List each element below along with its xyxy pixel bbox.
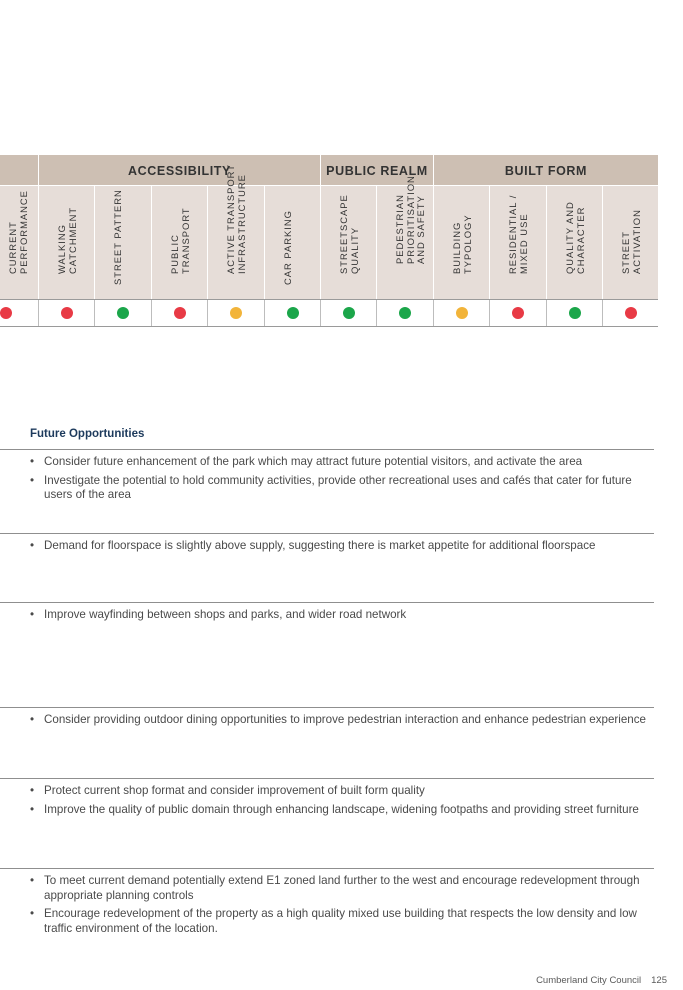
bullet-icon: • (30, 608, 35, 621)
column-header-residential-mixed-use (489, 186, 546, 299)
bullet-icon: • (30, 455, 35, 468)
status-dot (625, 307, 637, 319)
list-item (30, 474, 654, 503)
opportunity-list (30, 784, 654, 821)
opportunity-section (0, 449, 654, 534)
bullet-icon: • (30, 473, 35, 487)
status-dot (512, 307, 524, 319)
column-label: PEDESTRIAN PRIORITISATION AND SAFETY (394, 174, 426, 264)
status-dot (399, 307, 411, 319)
column-header-quality-character (546, 186, 602, 299)
column-header-street-pattern (94, 186, 151, 299)
list-item (30, 803, 654, 818)
rating-cell (320, 300, 376, 326)
bullet-icon: • (30, 874, 35, 887)
list-item-text: Demand for floorspace is slightly above supply, suggesting there is market appetite for additional floorspace (44, 539, 596, 552)
column-header-streetscape-quality (320, 186, 376, 299)
column-label: PUBLIC TRANSPORT (168, 207, 190, 274)
page-footer (536, 975, 667, 986)
column-header-public-transport (151, 186, 207, 299)
column-label: BUILDING TYPOLOGY (450, 214, 472, 274)
opportunity-section (0, 778, 654, 869)
column-header-building-typology (433, 186, 489, 299)
column-header-active-transport (207, 164, 264, 299)
column-label: WALKING CATCHMENT (55, 206, 77, 274)
column-label: CAR PARKING (281, 209, 293, 285)
column-header-street-activation (602, 186, 658, 299)
column-label: STREET ACTIVATION (619, 209, 641, 274)
opportunity-section (0, 868, 654, 949)
column-header-pedestrian-prioritisation (376, 174, 433, 299)
status-dot (343, 307, 355, 319)
list-item (30, 713, 654, 728)
opportunity-list (30, 874, 654, 940)
list-item-text: Improve wayfinding between shops and parks, and wider road network (44, 608, 407, 621)
status-dot (174, 307, 186, 319)
status-dot (0, 307, 12, 319)
opportunity-section (0, 602, 654, 708)
rating-cell (0, 300, 38, 326)
list-item (30, 608, 654, 623)
group-header-built-form: BUILT FORM (433, 155, 658, 185)
rating-cell (489, 300, 546, 326)
rating-cell (207, 300, 264, 326)
group-header-row (0, 155, 658, 186)
council-name: Cumberland City Council (536, 975, 642, 986)
bullet-icon: • (30, 539, 35, 552)
column-label: RESIDENTIAL / MIXED USE (507, 194, 529, 274)
list-item-text: Consider future enhancement of the park which may attract future potential visitors, and activate the area (44, 455, 583, 468)
rating-row (0, 299, 658, 327)
list-item-text: Consider providing outdoor dining opportunities to improve pedestrian interaction and enhance pedestrian experience (44, 713, 646, 726)
column-label: ACTIVE TRANSPORT INFRASTRUCTURE (225, 164, 247, 274)
column-label: STREET PATTERN (112, 188, 123, 285)
list-item (30, 539, 654, 554)
rating-cell (264, 300, 320, 326)
list-item-text: To meet current demand potentially extend E1 zoned land further to the west and encourage redevelopment through appropriate planning controls (44, 874, 640, 902)
list-item-text: Improve the quality of public domain through enhancing landscape, widening footpaths and providing street furniture (44, 802, 639, 816)
list-item-text: Investigate the potential to hold community activities, provide other recreational uses and cafés that cater for future users of the area (44, 473, 632, 501)
rating-cell (546, 300, 602, 326)
page-number: 125 (651, 975, 667, 986)
list-item (30, 784, 654, 799)
bullet-icon: • (30, 784, 35, 797)
status-dot (569, 307, 581, 319)
column-header-current-performance (0, 186, 38, 299)
list-item (30, 455, 654, 470)
bullet-icon: • (30, 802, 35, 816)
status-dot (230, 307, 242, 319)
column-label: STREETSCAPE QUALITY (337, 194, 359, 274)
rating-cell (38, 300, 94, 326)
status-dot (61, 307, 73, 319)
rating-cell (94, 300, 151, 326)
group-header-public-realm: PUBLIC REALM (320, 155, 433, 185)
column-header-walking-catchment (38, 186, 94, 299)
opportunity-list (30, 713, 654, 732)
bullet-icon: • (30, 713, 35, 726)
future-opportunities-title: Future Opportunities (30, 428, 145, 440)
opportunity-list (30, 539, 654, 558)
list-item-text: Protect current shop format and consider improvement of built form quality (44, 784, 425, 797)
bullet-icon: • (30, 907, 35, 920)
rating-cell (433, 300, 489, 326)
rating-cell (376, 300, 433, 326)
list-item (30, 907, 654, 936)
rating-cell (151, 300, 207, 326)
group-header-performance (0, 155, 38, 185)
list-item (30, 874, 654, 903)
opportunity-list (30, 608, 654, 627)
opportunity-list (30, 455, 654, 507)
status-dot (287, 307, 299, 319)
list-item-text: Encourage redevelopment of the property as a high quality mixed use building that respects the low density and low traffic environment of the location. (44, 907, 637, 935)
rating-cell (602, 300, 658, 326)
column-label: QUALITY AND CHARACTER (563, 201, 585, 274)
opportunity-section (0, 533, 654, 603)
status-dot (456, 307, 468, 319)
column-label: CURRENT PERFORMANCE (7, 190, 29, 274)
opportunity-section (0, 707, 654, 779)
column-header-car-parking (264, 186, 320, 299)
status-dot (117, 307, 129, 319)
group-header-accessibility: ACCESSIBILITY (38, 155, 320, 185)
